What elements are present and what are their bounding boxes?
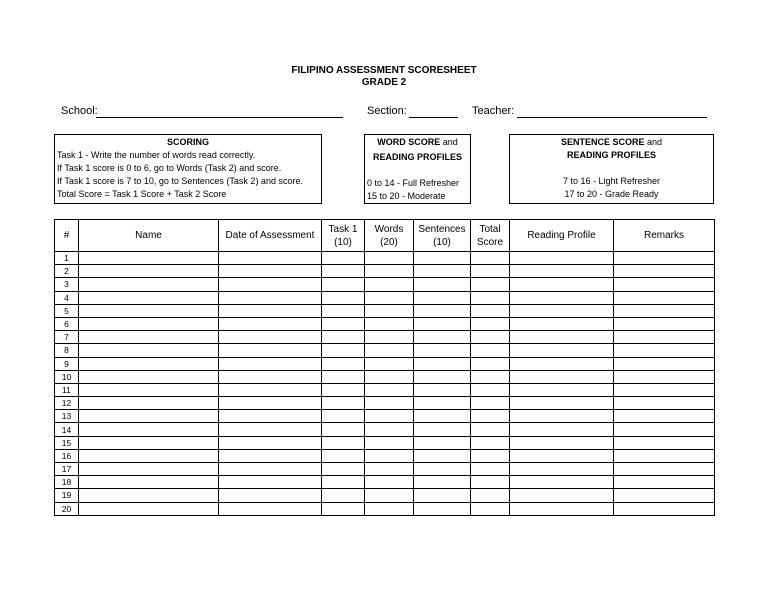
cell-total-score[interactable]	[471, 397, 510, 410]
sentence-profile-line: 7 to 16 - Light Refresher	[562, 176, 661, 186]
cell-total-score[interactable]	[471, 291, 510, 304]
cell-task1[interactable]	[322, 304, 365, 317]
header-name-line1: Name	[135, 230, 162, 241]
cell-remarks[interactable]	[614, 489, 715, 502]
assessment-table	[54, 219, 715, 516]
cell-name[interactable]	[79, 397, 219, 410]
cell-task1[interactable]	[322, 397, 365, 410]
cell-date-of-assessment[interactable]	[219, 397, 322, 410]
cell-total-score[interactable]	[471, 357, 510, 370]
cell-task1[interactable]	[322, 410, 365, 423]
cell-name[interactable]	[79, 449, 219, 462]
cell-task1[interactable]	[322, 436, 365, 449]
cell-name[interactable]	[79, 489, 219, 502]
table-row	[55, 357, 715, 370]
cell-reading-profile[interactable]	[510, 383, 614, 396]
row-number: 2	[55, 265, 79, 278]
cell-date-of-assessment[interactable]	[219, 252, 322, 265]
cell-date-of-assessment[interactable]	[219, 278, 322, 291]
table-row	[55, 449, 715, 462]
scoring-box	[54, 134, 322, 204]
header-number	[55, 220, 79, 252]
header-total-score	[471, 220, 510, 252]
cell-words[interactable]	[365, 252, 414, 265]
cell-reading-profile[interactable]	[510, 265, 614, 278]
cell-words[interactable]	[365, 291, 414, 304]
cell-sentences[interactable]	[414, 489, 471, 502]
header-task1-line2: (10)	[334, 236, 352, 248]
scoring-line: If Task 1 score is 7 to 10, go to Sentences (Task 2) and score.	[57, 176, 303, 186]
row-number: 15	[55, 436, 79, 449]
cell-reading-profile[interactable]	[510, 331, 614, 344]
cell-words[interactable]	[365, 502, 414, 515]
table-row	[55, 476, 715, 489]
cell-task1[interactable]	[322, 278, 365, 291]
row-number: 10	[55, 370, 79, 383]
cell-total-score[interactable]	[471, 331, 510, 344]
table-body	[55, 252, 715, 516]
cell-words[interactable]	[365, 476, 414, 489]
cell-date-of-assessment[interactable]	[219, 489, 322, 502]
cell-task1[interactable]	[322, 265, 365, 278]
cell-reading-profile[interactable]	[510, 489, 614, 502]
cell-task1[interactable]	[322, 383, 365, 396]
cell-name[interactable]	[79, 476, 219, 489]
school-label: School:	[61, 105, 98, 117]
cell-total-score[interactable]	[471, 463, 510, 476]
header-date-of-assessment-line1: Date of Assessment	[225, 230, 315, 241]
cell-task1[interactable]	[322, 449, 365, 462]
word-profile-line: 0 to 14 - Full Refresher	[367, 178, 460, 188]
cell-remarks[interactable]	[614, 344, 715, 357]
cell-words[interactable]	[365, 397, 414, 410]
cell-date-of-assessment[interactable]	[219, 357, 322, 370]
cell-task1[interactable]	[322, 344, 365, 357]
cell-remarks[interactable]	[614, 265, 715, 278]
header-words	[365, 220, 414, 252]
table-row	[55, 370, 715, 383]
cell-sentences[interactable]	[414, 304, 471, 317]
cell-reading-profile[interactable]	[510, 436, 614, 449]
cell-task1[interactable]	[322, 357, 365, 370]
sheet-title: FILIPINO ASSESSMENT SCORESHEET	[291, 65, 477, 76]
cell-date-of-assessment[interactable]	[219, 449, 322, 462]
cell-name[interactable]	[79, 463, 219, 476]
section-label: Section:	[367, 105, 407, 117]
header-task1-line1: Task 1	[328, 223, 358, 235]
sentence-score-heading-and: and	[644, 137, 663, 147]
header-date-of-assessment	[219, 220, 322, 252]
cell-date-of-assessment[interactable]	[219, 317, 322, 330]
header-total-score-line1: Total	[479, 223, 501, 235]
row-number: 1	[55, 252, 79, 265]
header-name	[79, 220, 219, 252]
cell-total-score[interactable]	[471, 252, 510, 265]
scoring-line: Total Score = Task 1 Score + Task 2 Score	[57, 189, 227, 199]
cell-total-score[interactable]	[471, 370, 510, 383]
cell-reading-profile[interactable]	[510, 252, 614, 265]
cell-sentences[interactable]	[414, 410, 471, 423]
table-row	[55, 291, 715, 304]
cell-remarks[interactable]	[614, 357, 715, 370]
cell-task1[interactable]	[322, 291, 365, 304]
header-sentences-line1: Sentences	[418, 223, 466, 235]
cell-remarks[interactable]	[614, 383, 715, 396]
row-number: 3	[55, 278, 79, 291]
header-remarks	[614, 220, 715, 252]
table-row	[55, 265, 715, 278]
cell-reading-profile[interactable]	[510, 449, 614, 462]
word-score-box	[364, 134, 471, 204]
cell-remarks[interactable]	[614, 304, 715, 317]
cell-sentences[interactable]	[414, 383, 471, 396]
cell-name[interactable]	[79, 370, 219, 383]
cell-task1[interactable]	[322, 331, 365, 344]
cell-words[interactable]	[365, 265, 414, 278]
cell-task1[interactable]	[322, 423, 365, 436]
cell-reading-profile[interactable]	[510, 397, 614, 410]
sentence-score-box	[509, 134, 714, 204]
row-number: 9	[55, 357, 79, 370]
cell-date-of-assessment[interactable]	[219, 476, 322, 489]
row-number: 17	[55, 463, 79, 476]
cell-sentences[interactable]	[414, 463, 471, 476]
cell-reading-profile[interactable]	[510, 423, 614, 436]
cell-remarks[interactable]	[614, 317, 715, 330]
cell-task1[interactable]	[322, 252, 365, 265]
cell-sentences[interactable]	[414, 291, 471, 304]
cell-name[interactable]	[79, 357, 219, 370]
cell-reading-profile[interactable]	[510, 476, 614, 489]
row-number: 20	[55, 502, 79, 515]
word-profile-line: 15 to 20 - Moderate	[367, 191, 446, 201]
table-row	[55, 502, 715, 515]
cell-total-score[interactable]	[471, 344, 510, 357]
cell-total-score[interactable]	[471, 476, 510, 489]
cell-words[interactable]	[365, 436, 414, 449]
cell-sentences[interactable]	[414, 252, 471, 265]
cell-date-of-assessment[interactable]	[219, 463, 322, 476]
header-words-line1: Words	[374, 223, 404, 235]
cell-remarks[interactable]	[614, 252, 715, 265]
table-row	[55, 489, 715, 502]
table-row	[55, 383, 715, 396]
cell-date-of-assessment[interactable]	[219, 383, 322, 396]
table-row	[55, 304, 715, 317]
cell-task1[interactable]	[322, 502, 365, 515]
cell-sentences[interactable]	[414, 344, 471, 357]
scoring-heading: SCORING	[166, 137, 209, 147]
header-task1	[322, 220, 365, 252]
cell-sentences[interactable]	[414, 278, 471, 291]
cell-reading-profile[interactable]	[510, 278, 614, 291]
table-row	[55, 252, 715, 265]
cell-date-of-assessment[interactable]	[219, 436, 322, 449]
cell-remarks[interactable]	[614, 423, 715, 436]
cell-date-of-assessment[interactable]	[219, 502, 322, 515]
cell-words[interactable]	[365, 331, 414, 344]
cell-words[interactable]	[365, 423, 414, 436]
cell-date-of-assessment[interactable]	[219, 370, 322, 383]
cell-name[interactable]	[79, 344, 219, 357]
header-total-score-line2: Score	[476, 236, 504, 248]
cell-task1[interactable]	[322, 476, 365, 489]
cell-words[interactable]	[365, 383, 414, 396]
cell-name[interactable]	[79, 502, 219, 515]
cell-remarks[interactable]	[614, 436, 715, 449]
row-number: 12	[55, 397, 79, 410]
cell-remarks[interactable]	[614, 291, 715, 304]
cell-date-of-assessment[interactable]	[219, 344, 322, 357]
header-sentences-line2: (10)	[433, 236, 451, 248]
cell-sentences[interactable]	[414, 397, 471, 410]
cell-name[interactable]	[79, 331, 219, 344]
row-number: 4	[55, 291, 79, 304]
cell-date-of-assessment[interactable]	[219, 423, 322, 436]
cell-task1[interactable]	[322, 317, 365, 330]
row-number: 18	[55, 476, 79, 489]
cell-date-of-assessment[interactable]	[219, 410, 322, 423]
teacher-field[interactable]	[517, 117, 707, 118]
cell-sentences[interactable]	[414, 449, 471, 462]
cell-remarks[interactable]	[614, 397, 715, 410]
cell-total-score[interactable]	[471, 278, 510, 291]
cell-remarks[interactable]	[614, 370, 715, 383]
cell-date-of-assessment[interactable]	[219, 331, 322, 344]
table-row	[55, 278, 715, 291]
cell-name[interactable]	[79, 291, 219, 304]
cell-words[interactable]	[365, 449, 414, 462]
cell-reading-profile[interactable]	[510, 502, 614, 515]
word-score-heading-line2: READING PROFILES	[372, 152, 462, 162]
sentence-score-heading-line2: READING PROFILES	[566, 150, 656, 160]
row-number: 6	[55, 317, 79, 330]
table-row	[55, 410, 715, 423]
cell-words[interactable]	[365, 410, 414, 423]
cell-words[interactable]	[365, 463, 414, 476]
cell-sentences[interactable]	[414, 357, 471, 370]
row-number: 11	[55, 383, 79, 396]
cell-sentences[interactable]	[414, 436, 471, 449]
teacher-label: Teacher:	[472, 105, 515, 117]
cell-total-score[interactable]	[471, 383, 510, 396]
cell-remarks[interactable]	[614, 331, 715, 344]
cell-total-score[interactable]	[471, 436, 510, 449]
header-words-line2: (20)	[380, 236, 398, 248]
table-header-row	[55, 220, 715, 252]
cell-date-of-assessment[interactable]	[219, 265, 322, 278]
row-number: 14	[55, 423, 79, 436]
header-remarks-line1: Remarks	[643, 230, 684, 241]
cell-name[interactable]	[79, 423, 219, 436]
cell-remarks[interactable]	[614, 463, 715, 476]
row-number: 8	[55, 344, 79, 357]
cell-words[interactable]	[365, 278, 414, 291]
word-score-heading	[367, 136, 468, 149]
cell-sentences[interactable]	[414, 331, 471, 344]
cell-total-score[interactable]	[471, 449, 510, 462]
cell-reading-profile[interactable]	[510, 344, 614, 357]
table-row	[55, 331, 715, 344]
section-field[interactable]	[409, 117, 458, 118]
row-number: 16	[55, 449, 79, 462]
cell-sentences[interactable]	[414, 502, 471, 515]
cell-total-score[interactable]	[471, 304, 510, 317]
cell-sentences[interactable]	[414, 423, 471, 436]
cell-sentences[interactable]	[414, 265, 471, 278]
word-score-heading-bold: WORD SCORE	[377, 137, 441, 147]
cell-name[interactable]	[79, 252, 219, 265]
row-number: 13	[55, 410, 79, 423]
cell-total-score[interactable]	[471, 265, 510, 278]
scoring-line: If Task 1 score is 0 to 6, go to Words (Task 2) and score.	[57, 163, 282, 173]
cell-reading-profile[interactable]	[510, 317, 614, 330]
cell-total-score[interactable]	[471, 502, 510, 515]
cell-name[interactable]	[79, 265, 219, 278]
cell-total-score[interactable]	[471, 489, 510, 502]
cell-remarks[interactable]	[614, 476, 715, 489]
cell-name[interactable]	[79, 436, 219, 449]
cell-total-score[interactable]	[471, 423, 510, 436]
cell-total-score[interactable]	[471, 317, 510, 330]
table-row	[55, 317, 715, 330]
cell-reading-profile[interactable]	[510, 291, 614, 304]
cell-reading-profile[interactable]	[510, 463, 614, 476]
table-row	[55, 397, 715, 410]
scoring-line: Task 1 - Write the number of words read correctly.	[57, 150, 256, 160]
word-score-heading-and: and	[440, 137, 458, 147]
row-number: 5	[55, 304, 79, 317]
cell-name[interactable]	[79, 278, 219, 291]
cell-reading-profile[interactable]	[510, 410, 614, 423]
cell-remarks[interactable]	[614, 449, 715, 462]
cell-words[interactable]	[365, 489, 414, 502]
sentence-score-heading-bold: SENTENCE SCORE	[560, 137, 645, 147]
cell-name[interactable]	[79, 304, 219, 317]
sentence-score-heading	[512, 136, 711, 149]
cell-total-score[interactable]	[471, 410, 510, 423]
table-row	[55, 436, 715, 449]
cell-name[interactable]	[79, 383, 219, 396]
cell-remarks[interactable]	[614, 410, 715, 423]
header-reading-profile-line1: Reading Profile	[527, 230, 596, 241]
cell-remarks[interactable]	[614, 278, 715, 291]
cell-words[interactable]	[365, 357, 414, 370]
table-row	[55, 423, 715, 436]
cell-words[interactable]	[365, 370, 414, 383]
table-row	[55, 463, 715, 476]
cell-task1[interactable]	[322, 489, 365, 502]
cell-words[interactable]	[365, 317, 414, 330]
school-field[interactable]	[96, 117, 343, 118]
row-number: 7	[55, 331, 79, 344]
header-reading-profile	[510, 220, 614, 252]
header-sentences	[414, 220, 471, 252]
cell-name[interactable]	[79, 317, 219, 330]
cell-task1[interactable]	[322, 370, 365, 383]
cell-date-of-assessment[interactable]	[219, 291, 322, 304]
table-row	[55, 344, 715, 357]
cell-sentences[interactable]	[414, 317, 471, 330]
cell-sentences[interactable]	[414, 476, 471, 489]
sheet-subtitle: GRADE 2	[361, 77, 407, 88]
cell-task1[interactable]	[322, 463, 365, 476]
cell-name[interactable]	[79, 410, 219, 423]
sentence-profile-line: 17 to 20 - Grade Ready	[564, 189, 659, 199]
cell-date-of-assessment[interactable]	[219, 304, 322, 317]
cell-words[interactable]	[365, 304, 414, 317]
cell-remarks[interactable]	[614, 502, 715, 515]
cell-words[interactable]	[365, 344, 414, 357]
row-number: 19	[55, 489, 79, 502]
cell-reading-profile[interactable]	[510, 370, 614, 383]
cell-sentences[interactable]	[414, 370, 471, 383]
cell-reading-profile[interactable]	[510, 357, 614, 370]
cell-reading-profile[interactable]	[510, 304, 614, 317]
header-number-line1: #	[63, 230, 70, 241]
